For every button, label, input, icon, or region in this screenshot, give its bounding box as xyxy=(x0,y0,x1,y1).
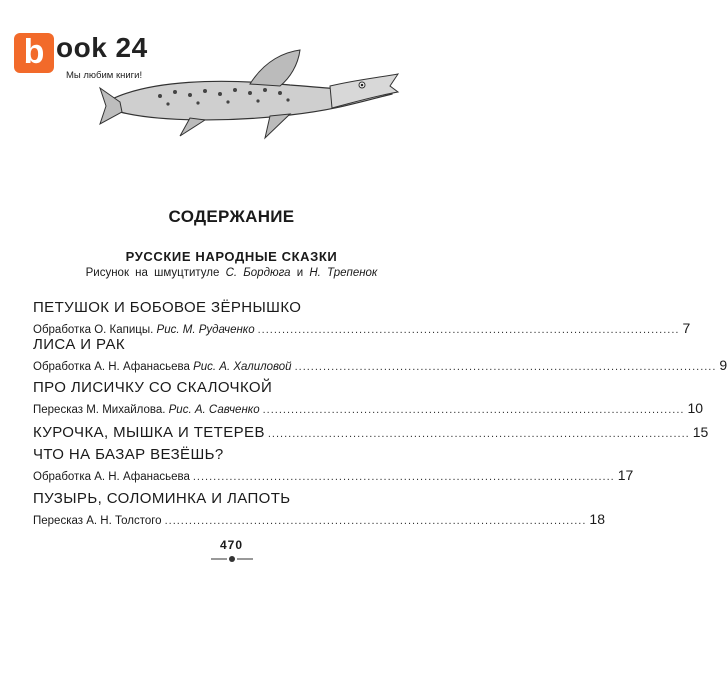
leader-dots: ........................................................................................................ xyxy=(192,471,615,483)
entry-credit-line: Обработка А. Н. Афанасьева ........................................................................................................ 17 xyxy=(33,467,634,483)
entry-page-number: 18 xyxy=(589,511,605,527)
entry-title: ПЕТУШОК И БОБОВОЕ ЗЁРНЫШКО xyxy=(33,299,302,316)
entry-page-number: 17 xyxy=(617,467,634,483)
entry-credit-line: Обработка А. Н. Афанасьева Рис. А. Халиловой ........................................................................................................ 9 xyxy=(33,357,727,373)
entry-page-number: 10 xyxy=(687,400,704,416)
leader-dots: ........................................................................................................ xyxy=(267,428,690,440)
entry-credit-line: Обработка О. Капицы. Рис. М. Рудаченко ........................................................................................................ 7 xyxy=(33,320,691,336)
leader-dots: ........................................................................................................ xyxy=(164,515,587,527)
toc-entry[interactable] xyxy=(33,379,704,416)
toc-entry[interactable] xyxy=(33,299,691,336)
logo-text: ook 24 xyxy=(56,32,148,63)
entry-page-number: 7 xyxy=(682,320,691,336)
leader-dots: ........................................................................................................ xyxy=(294,361,717,373)
entry-title: ЧТО НА БАЗАР ВЕЗЁШЬ? xyxy=(33,446,224,463)
entry-credit-line: Пересказ А. Н. Толстого ........................................................................................................ 18 xyxy=(33,511,605,527)
toc-entry[interactable] xyxy=(33,424,709,441)
logo-tagline: Мы любим книги! xyxy=(66,70,143,81)
page-number: 470 xyxy=(219,538,244,552)
leader-dots: ........................................................................................................ xyxy=(257,324,680,336)
folio-ornament-icon xyxy=(211,554,253,564)
illustration-credit: Рисунок на шмуцтитуле С. Бордюга и Н. Трепенок xyxy=(85,267,378,279)
entry-title: ЛИСА И РАК xyxy=(33,336,125,353)
pike-fish-illustration xyxy=(100,40,400,150)
toc-entry[interactable] xyxy=(33,490,605,527)
entry-title: ПУЗЫРЬ, СОЛОМИНКА И ЛАПОТЬ xyxy=(33,490,291,507)
contents-title: СОДЕРЖАНИЕ xyxy=(168,207,295,226)
entry-title: КУРОЧКА, МЫШКА И ТЕТЕРЕВ xyxy=(33,424,265,441)
section-title: РУССКИЕ НАРОДНЫЕ СКАЗКИ xyxy=(125,249,338,264)
logo-letter: b xyxy=(14,33,54,73)
entry-page-number: 9 xyxy=(719,357,727,373)
toc-entry[interactable] xyxy=(33,446,634,483)
leader-dots: ........................................................................................................ xyxy=(262,404,685,416)
entry-credit-line: Пересказ М. Михайлова. Рис. А. Савченко ........................................................................................................ 10 xyxy=(33,400,704,416)
entry-title: ПРО ЛИСИЧКУ СО СКАЛОЧКОЙ xyxy=(33,379,273,396)
entry-title-row xyxy=(33,424,709,441)
toc-entry[interactable] xyxy=(33,336,727,373)
entry-page-number: 15 xyxy=(692,424,709,440)
